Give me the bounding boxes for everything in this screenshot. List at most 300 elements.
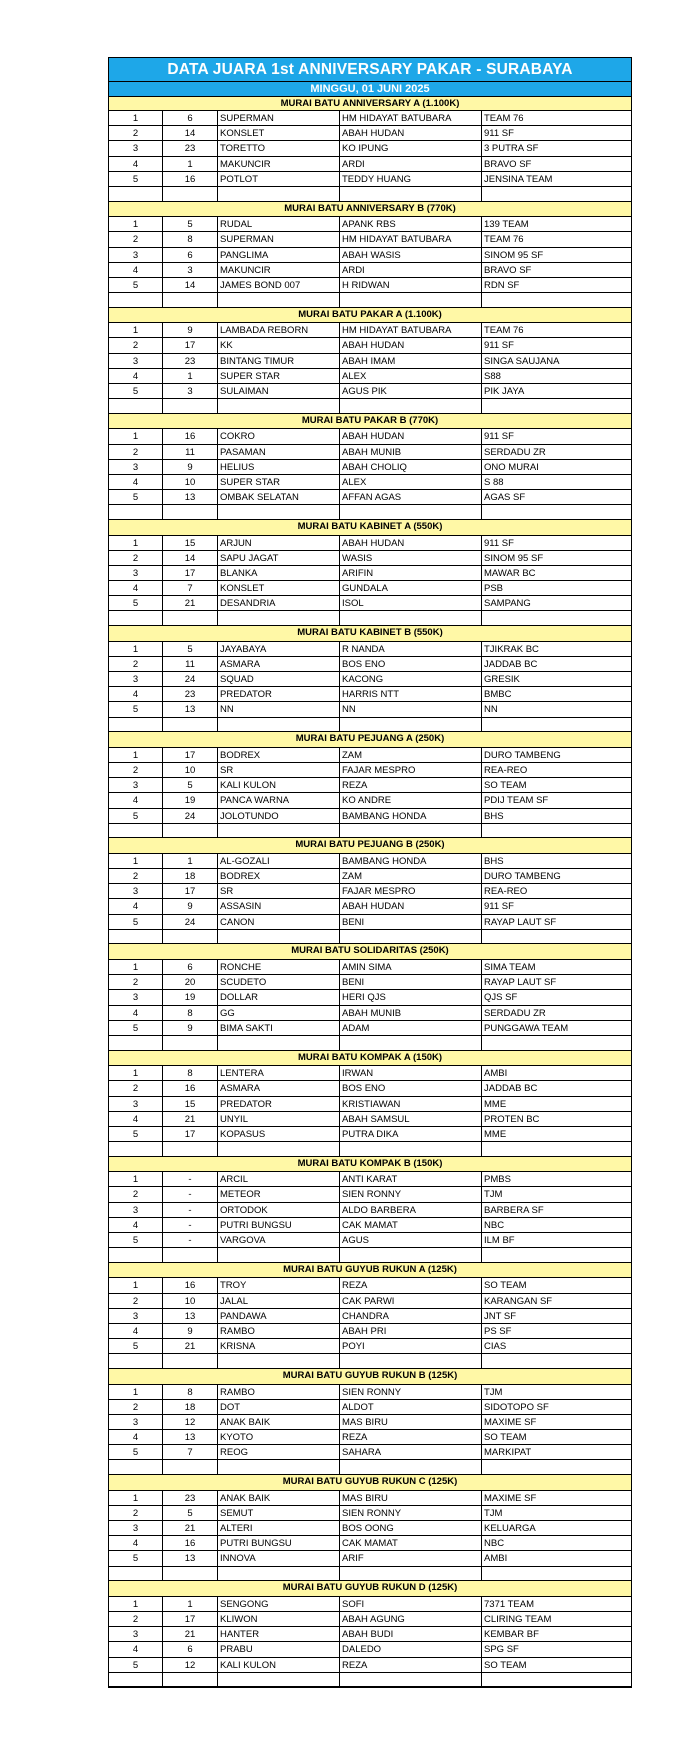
owner-cell: SIEN RONNY (340, 1385, 482, 1399)
team-cell: TJIKRAK BC (484, 643, 539, 655)
table-row (109, 445, 631, 460)
blank-row (109, 930, 631, 945)
table-row (109, 1506, 631, 1521)
table-row (109, 793, 631, 808)
empty-cell (482, 1354, 631, 1368)
table-row (109, 1521, 631, 1536)
bird-name-cell: PREDATOR (218, 1097, 340, 1111)
table-row (109, 1597, 631, 1612)
empty-cell (109, 187, 163, 201)
empty-cell (163, 399, 218, 413)
owner-cell: BOS ENO (340, 657, 482, 671)
rank-cell: 3 (109, 1627, 163, 1641)
bird-name-cell: LAMBADA REBORN (218, 323, 340, 337)
owner-cell: FAJAR MESPRO (340, 763, 482, 777)
rank-cell: 2 (109, 1400, 163, 1414)
bird-name-cell: LENTERA (218, 1066, 340, 1080)
owner-cell: ABAH IMAM (340, 354, 482, 368)
empty-cell (482, 399, 631, 413)
empty-cell (163, 930, 218, 944)
bird-name-cell: SUPER STAR (218, 475, 340, 489)
bird-name-cell: DESANDRIA (218, 596, 340, 610)
bird-number-cell: 1 (163, 369, 218, 383)
team-cell: TJM (484, 1386, 503, 1398)
owner-cell: HM HIDAYAT BATUBARA (340, 232, 482, 246)
bird-number-cell: 17 (163, 1127, 218, 1141)
table-row (109, 172, 631, 187)
team-cell: MME (484, 1098, 507, 1110)
table-row (109, 429, 631, 444)
owner-cell: APANK RBS (340, 217, 482, 231)
table-row (109, 369, 631, 384)
owner-cell: ABAH BUDI (340, 1627, 482, 1641)
team-cell: SERDADU ZR (484, 446, 546, 458)
bird-name-cell: BLANKA (218, 566, 340, 580)
section-heading: MURAI BATU GUYUB RUKUN D (125K) (109, 1581, 631, 1597)
rank-cell: 4 (109, 369, 163, 383)
empty-cell (482, 1248, 631, 1262)
team-cell: REA-REO (484, 764, 528, 776)
rank-cell: 4 (109, 1112, 163, 1126)
rank-cell: 1 (109, 217, 163, 231)
team-cell: JADDAB BC (484, 658, 538, 670)
owner-cell: SIEN RONNY (340, 1506, 482, 1520)
bird-name-cell: SULAIMAN (218, 384, 340, 398)
rank-cell: 2 (109, 338, 163, 352)
section-heading: MURAI BATU KABINET B (550K) (109, 626, 631, 642)
bird-number-cell: 14 (163, 126, 218, 140)
rank-cell: 1 (109, 1278, 163, 1292)
bird-name-cell: ANAK BAIK (218, 1491, 340, 1505)
rank-cell: 2 (109, 1294, 163, 1308)
rank-cell: 3 (109, 141, 163, 155)
bird-number-cell: 12 (163, 1415, 218, 1429)
empty-cell (218, 1460, 340, 1474)
rank-cell: 4 (109, 1324, 163, 1338)
owner-cell: CAK MAMAT (340, 1536, 482, 1550)
empty-cell (218, 1036, 340, 1050)
table-row (109, 657, 631, 672)
blank-row (109, 187, 631, 202)
team-cell: SAMPANG (484, 598, 531, 610)
bird-name-cell: SEMUT (218, 1506, 340, 1520)
team-cell: JENSINA TEAM (484, 173, 553, 185)
bird-name-cell: KONSLET (218, 126, 340, 140)
empty-cell (340, 293, 482, 307)
empty-cell (163, 293, 218, 307)
table-row (109, 1021, 631, 1036)
empty-cell (163, 1036, 218, 1050)
bird-name-cell: ANAK BAIK (218, 1415, 340, 1429)
blank-row (109, 824, 631, 839)
bird-number-cell: 13 (163, 1551, 218, 1565)
team-cell: SIDOTOPO SF (484, 1401, 549, 1413)
rank-cell: 3 (109, 566, 163, 580)
blank-row (109, 1567, 631, 1582)
rank-cell: 4 (109, 1006, 163, 1020)
rank-cell: 2 (109, 763, 163, 777)
bird-number-cell: 6 (163, 960, 218, 974)
empty-cell (482, 1036, 631, 1050)
empty-cell (482, 1142, 631, 1156)
empty-cell (109, 1673, 163, 1687)
owner-cell: MAS BIRU (340, 1415, 482, 1429)
team-cell: BRAVO SF (484, 264, 532, 276)
empty-cell (163, 1460, 218, 1474)
rank-cell: 2 (109, 126, 163, 140)
owner-cell: ABAH MUNIB (340, 1006, 482, 1020)
rank-cell: 3 (109, 1415, 163, 1429)
table-row (109, 1612, 631, 1627)
bird-name-cell: PANGLIMA (218, 248, 340, 262)
table-row (109, 490, 631, 505)
table-row (109, 551, 631, 566)
blank-row (109, 611, 631, 626)
owner-cell: ABAH MUNIB (340, 445, 482, 459)
team-cell: 911 SF (484, 537, 514, 549)
team-cell: 911 SF (484, 431, 514, 443)
owner-cell: ABAH HUDAN (340, 429, 482, 443)
owner-cell: ABAH HUDAN (340, 126, 482, 140)
table-row (109, 1081, 631, 1096)
owner-cell: CAK MAMAT (340, 1218, 482, 1232)
rank-cell: 1 (109, 1385, 163, 1399)
owner-cell: HM HIDAYAT BATUBARA (340, 111, 482, 125)
owner-cell: SIEN RONNY (340, 1187, 482, 1201)
team-cell: DURO TAMBENG (484, 749, 561, 761)
rank-cell: 3 (109, 672, 163, 686)
table-row (109, 323, 631, 338)
empty-cell (218, 930, 340, 944)
rank-cell: 5 (109, 702, 163, 716)
owner-cell: BENI (340, 975, 482, 989)
empty-cell (340, 611, 482, 625)
team-cell: TEAM 76 (484, 325, 524, 337)
team-cell: SO TEAM (484, 1659, 527, 1671)
table-row (109, 263, 631, 278)
table-row (109, 384, 631, 399)
owner-cell: ZAM (340, 748, 482, 762)
bird-name-cell: REOG (218, 1445, 340, 1459)
owner-cell: NN (340, 702, 482, 716)
empty-cell (340, 1567, 482, 1581)
empty-cell (340, 824, 482, 838)
team-cell: PS SF (484, 1325, 512, 1337)
empty-cell (218, 718, 340, 732)
team-cell: PIK JAYA (484, 386, 525, 397)
owner-cell: H RIDWAN (340, 278, 482, 292)
bird-name-cell: COKRO (218, 429, 340, 443)
empty-cell (482, 718, 631, 732)
bird-name-cell: VARGOVA (218, 1233, 340, 1247)
team-cell: MAXIME SF (484, 1492, 537, 1504)
bird-number-cell: 12 (163, 1658, 218, 1672)
bird-name-cell: BINTANG TIMUR (218, 354, 340, 368)
section-heading: MURAI BATU KOMPAK B (150K) (109, 1157, 631, 1173)
empty-cell (109, 293, 163, 307)
table-row (109, 232, 631, 247)
rank-cell: 1 (109, 1172, 163, 1186)
bird-name-cell: PANCA WARNA (218, 793, 340, 807)
bird-name-cell: ASMARA (218, 657, 340, 671)
owner-cell: ABAH WASIS (340, 248, 482, 262)
table-row (109, 1324, 631, 1339)
bird-name-cell: SR (218, 884, 340, 898)
table-row (109, 915, 631, 930)
owner-cell: BAMBANG HONDA (340, 809, 482, 823)
owner-cell: ABAH HUDAN (340, 899, 482, 913)
rank-cell: 5 (109, 384, 163, 398)
rank-cell: 3 (109, 460, 163, 474)
empty-cell (340, 718, 482, 732)
owner-cell: REZA (340, 1658, 482, 1672)
bird-name-cell: RUDAL (218, 217, 340, 231)
bird-name-cell: KYOTO (218, 1430, 340, 1444)
bird-name-cell: JAYABAYA (218, 642, 340, 656)
bird-name-cell: KRISNA (218, 1339, 340, 1353)
team-cell: JADDAB BC (484, 1083, 538, 1095)
owner-cell: SOFI (340, 1597, 482, 1611)
team-cell: QJS SF (484, 992, 518, 1004)
bird-name-cell: SCUDETO (218, 975, 340, 989)
rank-cell: 1 (109, 960, 163, 974)
team-cell: SO TEAM (484, 1280, 527, 1292)
bird-number-cell: 13 (163, 490, 218, 504)
empty-cell (163, 824, 218, 838)
blank-row (109, 399, 631, 414)
bird-name-cell: INNOVA (218, 1551, 340, 1565)
bird-number-cell: 9 (163, 460, 218, 474)
sections-container (109, 97, 631, 1687)
bird-name-cell: SUPERMAN (218, 232, 340, 246)
empty-cell (218, 505, 340, 519)
team-cell: SPG SF (484, 1644, 519, 1656)
rank-cell: 3 (109, 778, 163, 792)
team-cell: RAYAP LAUT SF (484, 977, 557, 989)
bird-number-cell: 15 (163, 1097, 218, 1111)
table-row (109, 869, 631, 884)
bird-name-cell: KK (218, 338, 340, 352)
table-row (109, 975, 631, 990)
owner-cell: ARIF (340, 1551, 482, 1565)
team-cell: PROTEN BC (484, 1113, 540, 1125)
empty-cell (340, 930, 482, 944)
rank-cell: 2 (109, 657, 163, 671)
empty-cell (340, 399, 482, 413)
bird-number-cell: 9 (163, 323, 218, 337)
table-row (109, 1415, 631, 1430)
bird-number-cell: 17 (163, 748, 218, 762)
bird-number-cell: 10 (163, 475, 218, 489)
team-cell: RDN SF (484, 279, 520, 291)
empty-cell (340, 1142, 482, 1156)
owner-cell: REZA (340, 778, 482, 792)
page-title: DATA JUARA 1st ANNIVERSARY PAKAR - SURABAYA (109, 58, 631, 82)
team-cell: SERDADU ZR (484, 1007, 546, 1019)
blank-row (109, 1036, 631, 1051)
rank-cell: 2 (109, 1081, 163, 1095)
bird-name-cell: BIMA SAKTI (218, 1021, 340, 1035)
bird-name-cell: UNYIL (218, 1112, 340, 1126)
bird-name-cell: PRABU (218, 1642, 340, 1656)
owner-cell: ISOL (340, 596, 482, 610)
owner-cell: BAMBANG HONDA (340, 854, 482, 868)
bird-number-cell: 23 (163, 687, 218, 701)
owner-cell: ARDI (340, 157, 482, 171)
table-row (109, 157, 631, 172)
bird-number-cell: 17 (163, 884, 218, 898)
owner-cell: AGUS PIK (340, 384, 482, 398)
bird-number-cell: 24 (163, 809, 218, 823)
bird-number-cell: 16 (163, 429, 218, 443)
empty-cell (218, 824, 340, 838)
section-heading: MURAI BATU SOLIDARITAS (250K) (109, 944, 631, 960)
table-row (109, 1203, 631, 1218)
bird-number-cell: - (163, 1187, 218, 1201)
bird-name-cell: POTLOT (218, 172, 340, 186)
empty-cell (482, 611, 631, 625)
team-cell: BMBC (484, 689, 512, 701)
table-row (109, 1658, 631, 1673)
rank-cell: 5 (109, 1658, 163, 1672)
table-row (109, 1172, 631, 1187)
bird-number-cell: 3 (163, 384, 218, 398)
bird-number-cell: 21 (163, 596, 218, 610)
rank-cell: 5 (109, 1233, 163, 1247)
blank-row (109, 718, 631, 733)
table-row (109, 126, 631, 141)
empty-cell (482, 187, 631, 201)
empty-cell (163, 718, 218, 732)
bird-name-cell: ORTODOK (218, 1203, 340, 1217)
empty-cell (482, 930, 631, 944)
table-row (109, 581, 631, 596)
team-cell: ONO MURAI (484, 461, 539, 473)
bird-number-cell: 1 (163, 1597, 218, 1611)
rank-cell: 3 (109, 990, 163, 1004)
rank-cell: 4 (109, 1536, 163, 1550)
owner-cell: ANTI KARAT (340, 1172, 482, 1186)
bird-name-cell: HANTER (218, 1627, 340, 1641)
section-heading: MURAI BATU PEJUANG B (250K) (109, 838, 631, 854)
owner-cell: BOS ENO (340, 1081, 482, 1095)
team-cell: SINGA SAUJANA (484, 355, 560, 367)
bird-number-cell: 8 (163, 1006, 218, 1020)
owner-cell: BENI (340, 915, 482, 929)
rank-cell: 2 (109, 232, 163, 246)
team-cell: 911 SF (484, 901, 514, 913)
bird-number-cell: 15 (163, 536, 218, 550)
bird-name-cell: BODREX (218, 869, 340, 883)
bird-number-cell: 16 (163, 1278, 218, 1292)
bird-name-cell: CANON (218, 915, 340, 929)
rank-cell: 4 (109, 581, 163, 595)
table-row (109, 111, 631, 126)
bird-name-cell: BODREX (218, 748, 340, 762)
rank-cell: 1 (109, 111, 163, 125)
empty-cell (109, 1142, 163, 1156)
empty-cell (218, 1142, 340, 1156)
team-cell: SO TEAM (484, 1432, 527, 1444)
bird-number-cell: 9 (163, 1021, 218, 1035)
empty-cell (109, 611, 163, 625)
rank-cell: 2 (109, 1612, 163, 1626)
bird-number-cell: 18 (163, 1400, 218, 1414)
event-date: MINGGU, 01 JUNI 2025 (109, 82, 631, 97)
table-row (109, 809, 631, 824)
table-row (109, 566, 631, 581)
bird-number-cell: 7 (163, 581, 218, 595)
table-row (109, 278, 631, 293)
empty-cell (482, 505, 631, 519)
empty-cell (163, 1248, 218, 1262)
rank-cell: 4 (109, 899, 163, 913)
rank-cell: 1 (109, 1066, 163, 1080)
bird-number-cell: - (163, 1218, 218, 1232)
team-cell: SO TEAM (484, 780, 527, 792)
empty-cell (218, 187, 340, 201)
rank-cell: 2 (109, 1187, 163, 1201)
empty-cell (340, 1354, 482, 1368)
bird-name-cell: ARJUN (218, 536, 340, 550)
table-row (109, 854, 631, 869)
rank-cell: 3 (109, 354, 163, 368)
team-cell: KARANGAN SF (484, 1295, 553, 1307)
bird-number-cell: 8 (163, 232, 218, 246)
team-cell: BHS (484, 855, 504, 867)
empty-cell (109, 399, 163, 413)
owner-cell: PUTRA DIKA (340, 1127, 482, 1141)
rank-cell: 3 (109, 1097, 163, 1111)
owner-cell: ALEX (340, 369, 482, 383)
table-row (109, 1127, 631, 1142)
bird-name-cell: SUPERMAN (218, 111, 340, 125)
bird-name-cell: ARCIL (218, 1172, 340, 1186)
bird-number-cell: 21 (163, 1521, 218, 1535)
owner-cell: AGUS (340, 1233, 482, 1247)
table-row (109, 748, 631, 763)
rank-cell: 5 (109, 278, 163, 292)
owner-cell: MAS BIRU (340, 1491, 482, 1505)
bird-number-cell: 17 (163, 338, 218, 352)
rank-cell: 1 (109, 854, 163, 868)
owner-cell: IRWAN (340, 1066, 482, 1080)
owner-cell: HARRIS NTT (340, 687, 482, 701)
bird-number-cell: 19 (163, 990, 218, 1004)
team-cell: BARBERA SF (484, 1204, 544, 1216)
bird-number-cell: 5 (163, 642, 218, 656)
team-cell: PDIJ TEAM SF (484, 795, 549, 807)
team-cell: KEMBAR BF (484, 1629, 539, 1641)
team-cell: NN (484, 704, 498, 716)
owner-cell: GUNDALA (340, 581, 482, 595)
empty-cell (482, 824, 631, 838)
team-cell: TEAM 76 (484, 113, 524, 124)
team-cell: MAWAR BC (484, 567, 536, 579)
table-row (109, 1309, 631, 1324)
rank-cell: 4 (109, 687, 163, 701)
team-cell: SINOM 95 SF (484, 249, 544, 261)
bird-name-cell: ASMARA (218, 1081, 340, 1095)
bird-number-cell: 18 (163, 869, 218, 883)
rank-cell: 5 (109, 915, 163, 929)
bird-number-cell: 5 (163, 217, 218, 231)
rank-cell: 2 (109, 975, 163, 989)
bird-number-cell: 17 (163, 1612, 218, 1626)
team-cell: SIMA TEAM (484, 962, 536, 973)
rank-cell: 1 (109, 1491, 163, 1505)
bird-number-cell: 10 (163, 1294, 218, 1308)
